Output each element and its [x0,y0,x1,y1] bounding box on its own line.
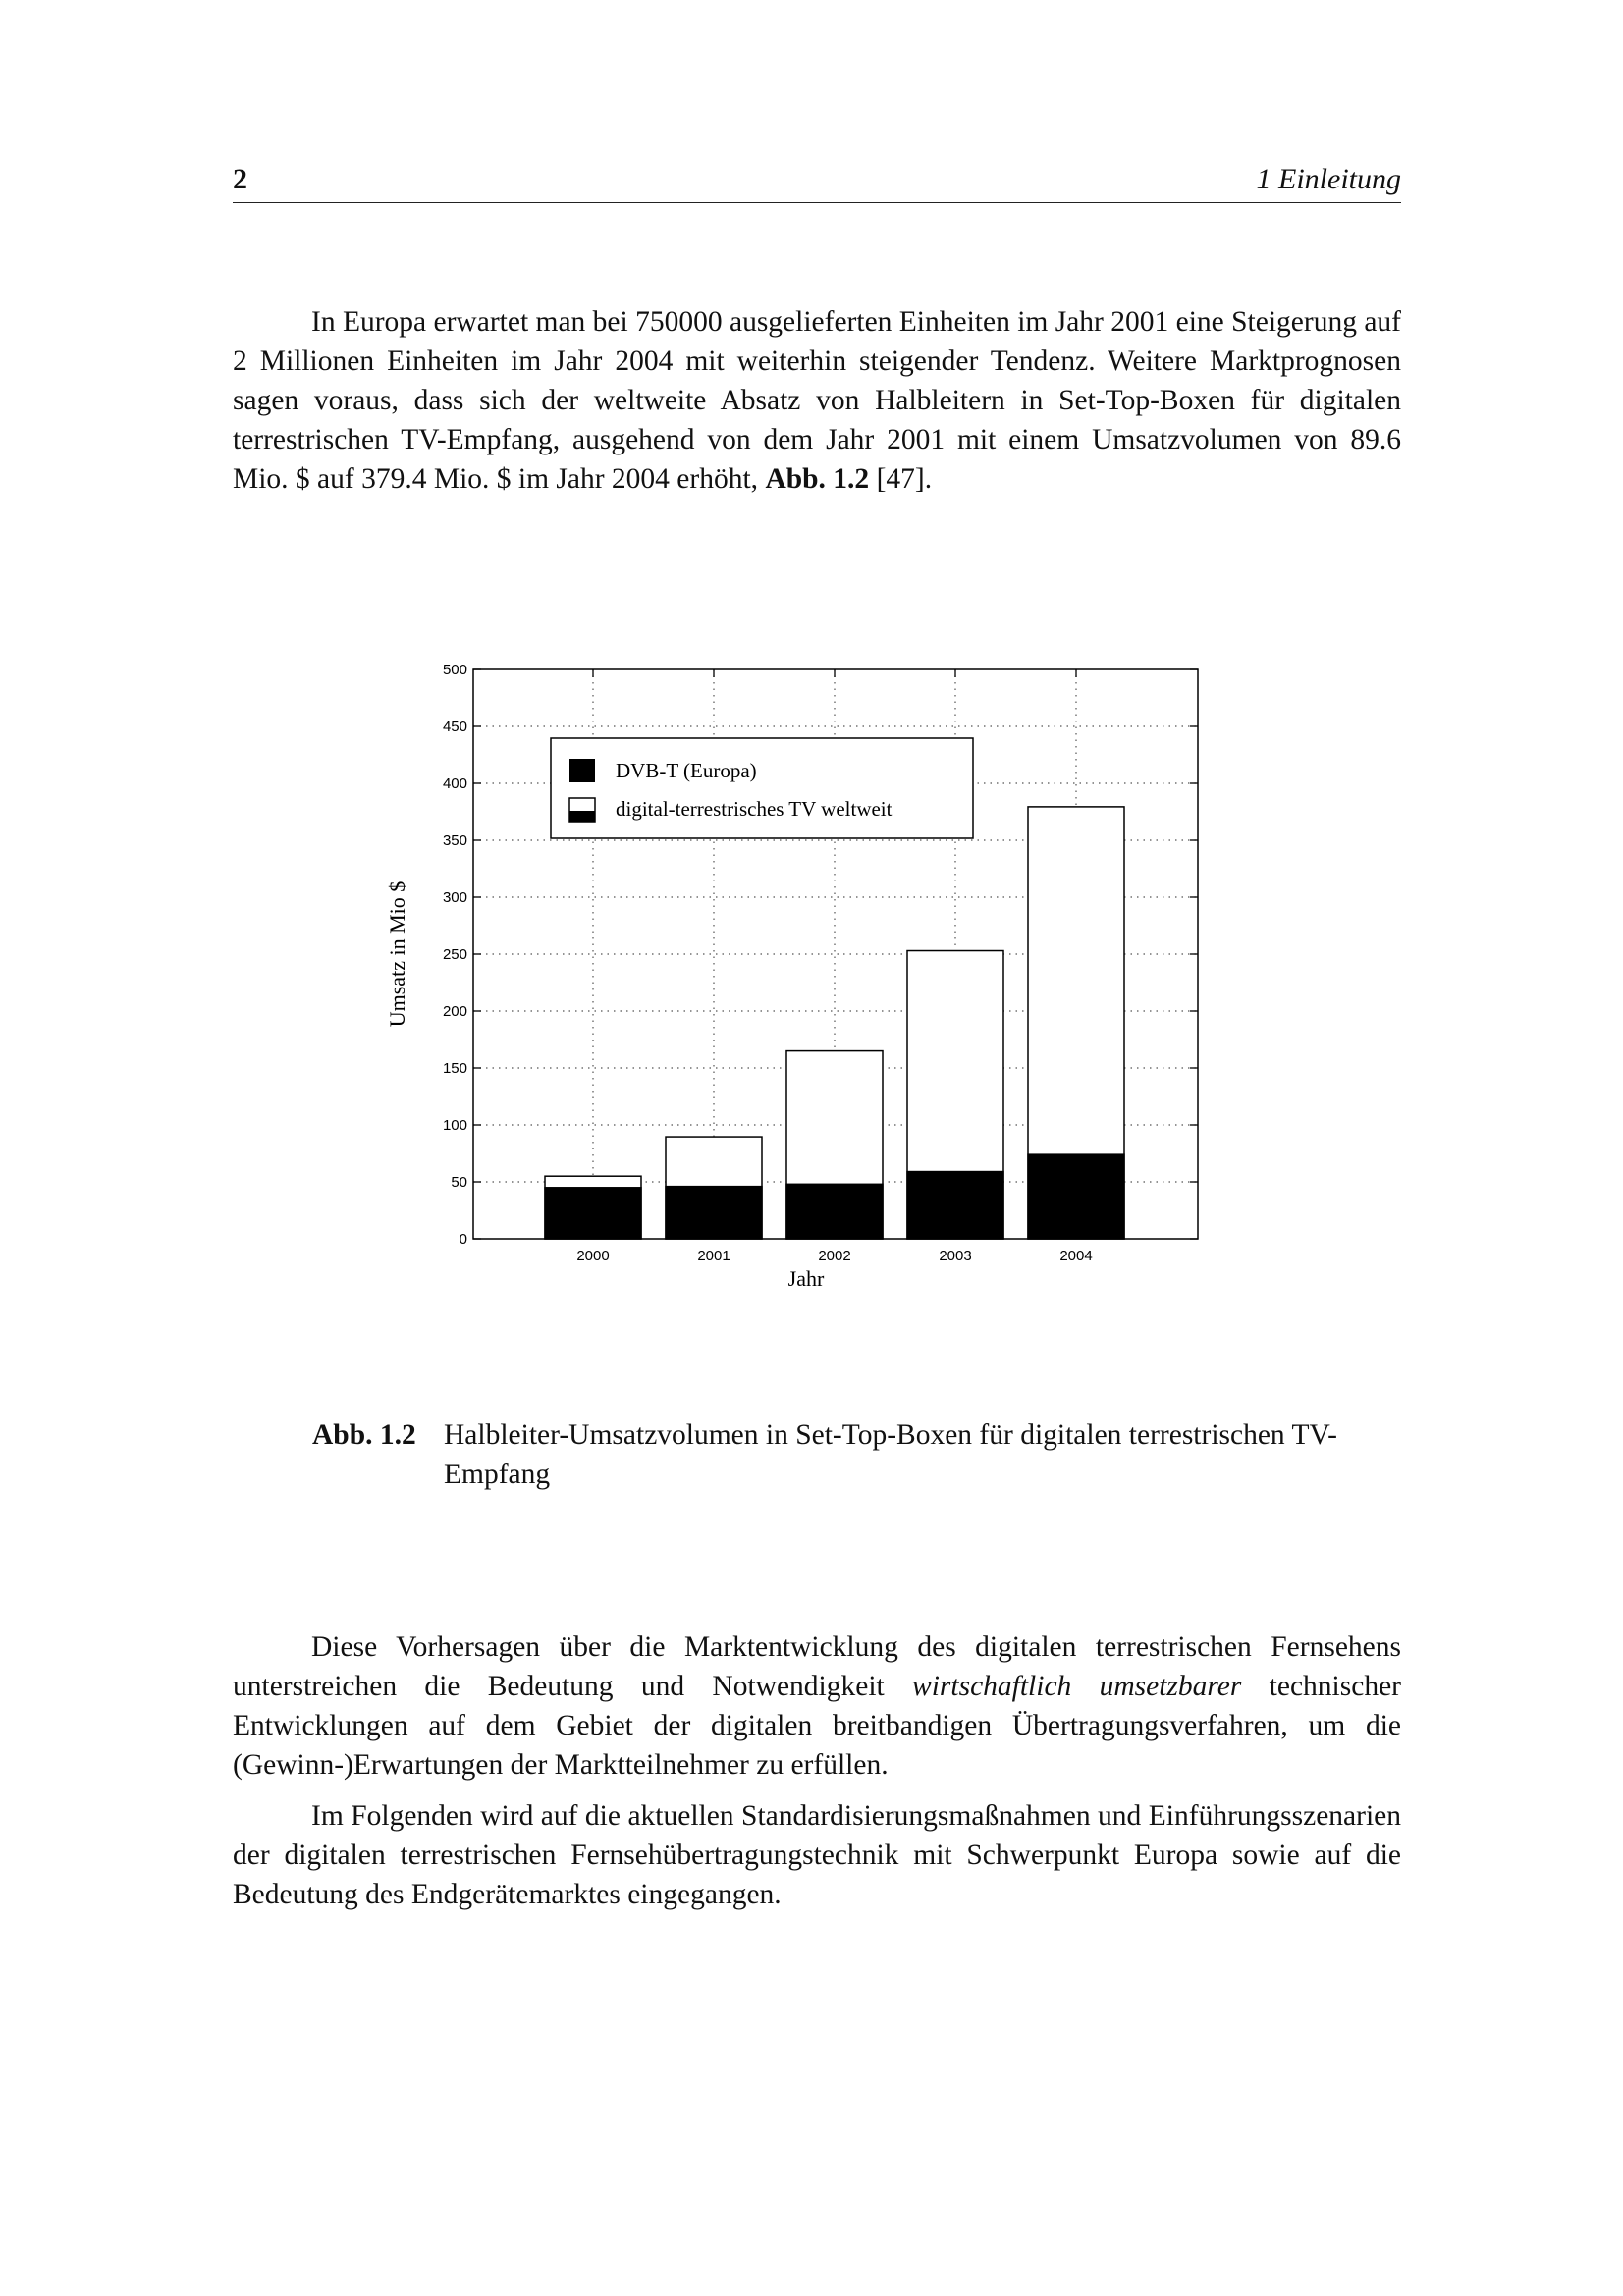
figure-chart [363,648,1227,1306]
paragraph-intro-text: In Europa erwartet man bei 750000 ausgelieferten Einheiten im Jahr 2001 eine Steigerung auf 2 Millionen Einheiten im Jahr 2004 mit weiterhin steigender Tendenz. Weitere Marktprognosen sagen voraus, dass sich der weltweite Absatz von Halbleitern in Set-Top-Boxen für digitalen terrestrischen TV-Empfang, ausgehend von dem Jahr 2001 mit einem Umsatzvolumen von 89.6 Mio. $ auf 379.4 Mio. $ im Jahr 2004 erhöht, [233,306,1401,495]
page-header [233,163,1401,203]
y-tick-label: 350 [442,832,467,849]
caption-label: Abb. 1.2 [312,1419,416,1451]
y-axis-label: Umsatz in Mio $ [385,881,409,1028]
paragraph-forecast-text-after: technischer Entwicklungen auf dem Gebiet der digitalen breitbandigen Übertragungsverfahren, um die (Gewinn-)Erwartungen der Marktteilnehmer zu erfüllen. [233,1671,1401,1781]
y-tick-label: 0 [459,1231,467,1248]
paragraph-outlook [233,1796,1401,1914]
paragraph-forecast-emphasis: wirtschaftlich umsetzbarer [912,1671,1242,1702]
y-tick-label: 400 [442,775,467,792]
figure-reference: Abb. 1.2 [765,463,870,495]
page-number: 2 [233,163,247,195]
y-tick-label: 150 [442,1060,467,1077]
legend-label-weltweit: digital-terrestrisches TV weltweit [616,797,893,821]
bar-dvbt-2001 [666,1187,762,1239]
citation: [47]. [876,463,933,495]
x-tick-label: 2000 [576,1248,610,1264]
y-tick-label: 300 [442,889,467,906]
bar-dvbt-2004 [1028,1154,1124,1239]
x-tick-label: 2004 [1059,1248,1093,1264]
y-tick-label: 450 [442,719,467,735]
paragraph-intro [233,302,1401,499]
x-tick-label: 2001 [697,1248,730,1264]
x-tick-label: 2003 [939,1248,972,1264]
legend-label-dvbt: DVB-T (Europa) [616,759,757,782]
caption-text: Halbleiter-Umsatzvolumen in Set-Top-Boxen für digitalen terrestrischen TV-Empfang [444,1419,1337,1490]
chart-legend [551,738,973,838]
legend-swatch-dvbt [569,759,595,782]
x-axis-label: Jahr [787,1266,825,1291]
chapter-title: 1 Einleitung [1256,163,1401,195]
y-tick-label: 500 [442,662,467,678]
paragraph-forecast [233,1628,1401,1785]
bar-chart [363,648,1227,1306]
legend-frame [551,738,973,838]
y-tick-label: 200 [442,1003,467,1020]
legend-swatch-weltweit-base [569,811,595,822]
bar-dvbt-2003 [907,1172,1003,1239]
x-tick-label: 2002 [818,1248,851,1264]
paragraph-outlook-text: Im Folgenden wird auf die aktuellen Standardisierungsmaßnahmen und Einführungsszenarien der digitalen terrestrischen Fernsehübertragungstechnik mit Schwerpunkt Europa sowie auf die Bedeutung des Endgerätemarktes eingegangen. [233,1800,1401,1910]
bar-dvbt-2002 [786,1184,883,1239]
y-tick-label: 50 [451,1174,467,1191]
y-tick-label: 250 [442,946,467,963]
y-tick-label: 100 [442,1117,467,1134]
paragraph-forecast-text-before: Diese Vorhersagen über die Marktentwicklung des digitalen terrestrischen Fernsehens unterstreichen die Bedeutung und Notwendigkeit [233,1631,1401,1702]
